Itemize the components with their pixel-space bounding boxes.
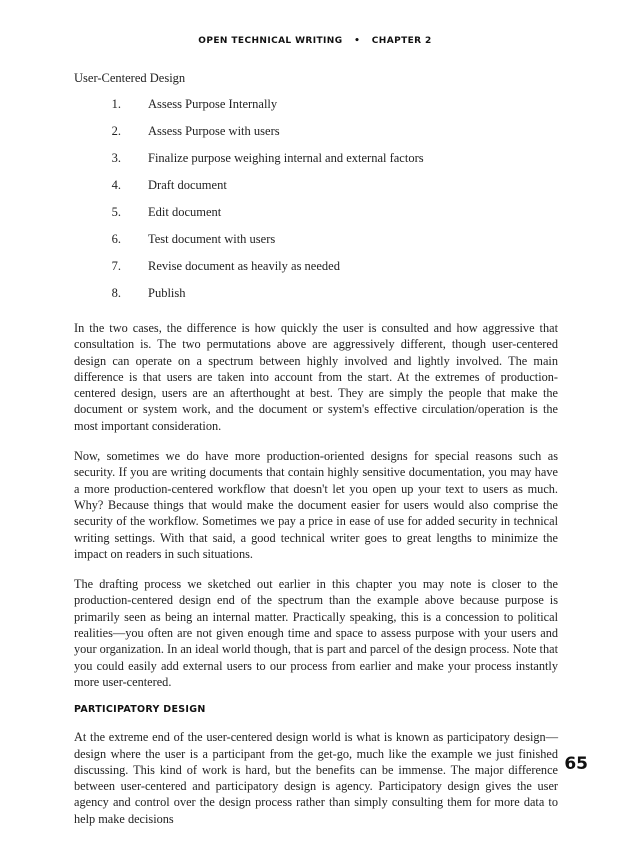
body-paragraph: Now, sometimes we do have more production-oriented designs for special reasons such as security. If you are writing documents that contain highly sensitive documentation, you may have a more production-centered workflow that doesn't let you open up your text to users as much. Why? Because things that would make the document easier for users would also comprise the security of the workflow. Sometimes we pay a price in ease of use for added security in technical writing settings. With that said, a good technical writer goes to great lengths to minimize the impact on readers in such situations. [74,449,558,561]
list-number: 8. [111,286,121,300]
list-text: Edit document [148,205,222,219]
list-number: 1. [111,97,121,111]
list-item [74,123,558,150]
section-heading: PARTICIPATORY DESIGN [74,704,206,716]
list-text: Finalize purpose weighing internal and external factors [148,151,424,165]
list-number: 7. [111,259,121,273]
list-text: Revise document as heavily as needed [148,259,340,273]
page-number: 65 [564,754,588,774]
design-steps-list [74,96,558,312]
header-separator: • [354,36,361,46]
section-label: User-Centered Design [74,71,186,85]
list-item [74,231,558,258]
list-text: Publish [148,286,186,300]
chapter-label: CHAPTER 2 [371,36,432,46]
list-number: 6. [111,232,121,246]
page-content [74,70,558,841]
list-item [74,96,558,123]
list-text: Test document with users [148,232,276,246]
list-number: 5. [111,205,121,219]
body-paragraph: In the two cases, the difference is how quickly the user is consulted and how aggressive that consultation is. The two permutations above are aggressively different, though user-centered design can operate on a spectrum between highly involved and lightly involved. The main difference is that users are taken into account from the start. At the extremes of production-centered design, users are an afterthought at best. They are simply the people that make the document or system work, and the document or system's effective circulation/operation is the most important consideration. [74,321,558,433]
list-text: Draft document [148,178,227,192]
list-item [74,177,558,204]
body-paragraph: At the extreme end of the user-centered design world is what is known as participatory design—design where the user is a participant from the get-go, much like the example we just finished discussing. This kind of work is hard, but the benefits can be immense. The major difference between user-centered and participatory design is agency. Participatory design gives the user agency and control over the design process rather than simply consulting them for more data to help make decisions [74,730,558,826]
list-number: 4. [111,178,121,192]
list-item [74,285,558,312]
body-paragraph: The drafting process we sketched out earlier in this chapter you may note is closer to the production-centered design end of the spectrum than the example above because purpose is primarily seen as being an internal matter. Practically speaking, this is a concession to political realities—you often are not given enough time and space to assess purpose with your users and your organization. In an ideal world though, that is part and parcel of the design process. Note that you could easily add external users to our process from earlier and make your process instantly more user-centered. [74,577,558,689]
book-title: OPEN TECHNICAL WRITING [198,36,343,46]
list-number: 2. [111,124,121,138]
list-item [74,258,558,285]
list-text: Assess Purpose Internally [148,97,278,111]
list-item [74,204,558,231]
list-text: Assess Purpose with users [148,124,280,138]
list-item [74,150,558,177]
list-number: 3. [111,151,121,165]
running-header [0,36,630,46]
